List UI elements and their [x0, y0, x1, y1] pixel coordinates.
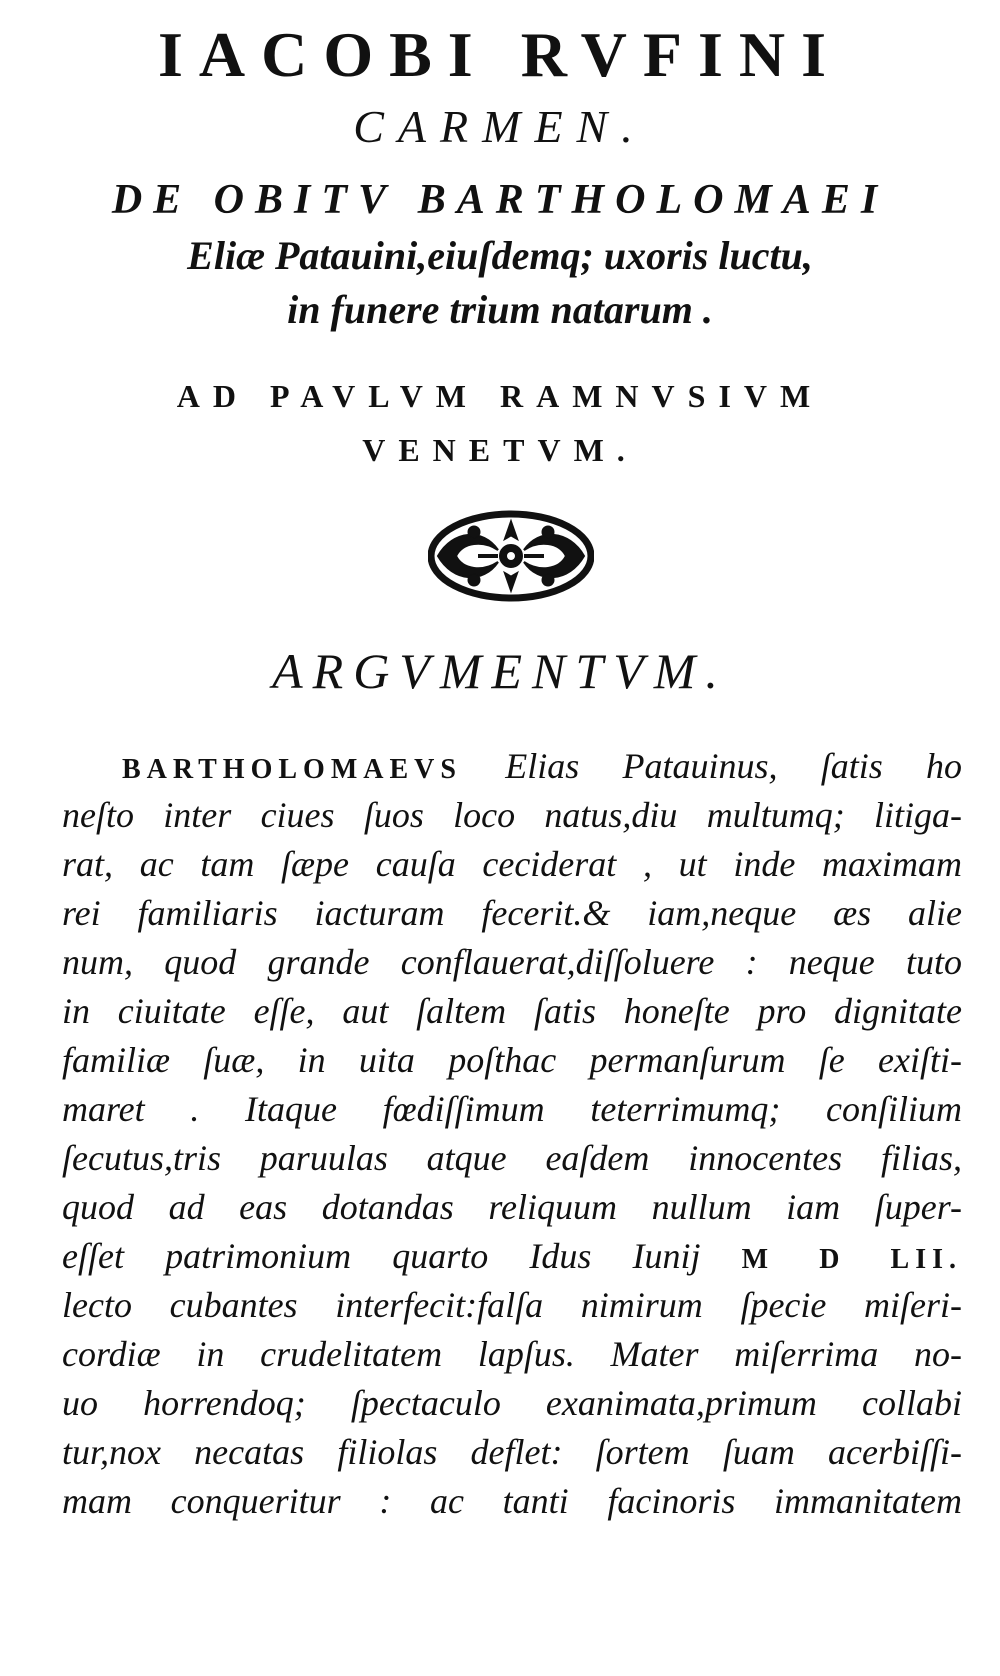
body-line: rei familiaris iacturam fecerit.& iam,neque æs alie — [62, 893, 962, 933]
body-line: familiæ ſuæ, in uita poſthac permanſurum ſe exiſti- — [62, 1040, 962, 1080]
body-line: quod ad eas dotandas reliquum nullum iam ſuper- — [62, 1187, 962, 1227]
author-title: IACOBI RVFINI — [157, 19, 843, 90]
argument-body — [62, 742, 962, 1526]
argument-heading: ARGVMENTVM. — [272, 643, 728, 699]
body-line: rat, ac tam ſæpe cauſa ceciderat , ut inde maximam — [62, 844, 962, 884]
year-numeral: M D LII. — [741, 1244, 962, 1275]
body-line-text: eſſet patrimonium quarto Idus Iunij — [62, 1236, 701, 1276]
work-title: CARMEN. — [353, 101, 647, 152]
body-line: tur,nox necatas filiolas deflet: ſortem ſuam acerbiſſi- — [62, 1432, 962, 1472]
subject-heading: DE OBITV BARTHOLOMAEI — [111, 177, 889, 223]
dedication-line-2: VENETVM. — [362, 432, 638, 468]
body-line: ſecutus,tris paruulas atque eaſdem innocentes filias, — [62, 1138, 962, 1178]
body-line: mam conqueritur : ac tanti facinoris immanitatem — [62, 1481, 962, 1521]
body-line — [62, 1232, 962, 1281]
first-word: BARTHOLOMAEVS — [122, 754, 462, 785]
body-line: neſto inter ciues ſuos loco natus,diu multumq; litiga- — [62, 795, 962, 835]
body-line: lecto cubantes interfecit:falſa nimirum ſpecie miſeri- — [62, 1285, 962, 1325]
subject-line-3: in funere trium natarum . — [287, 287, 713, 332]
body-line: maret . Itaque fœdiſſimum teterrimumq; conſilium — [62, 1089, 962, 1129]
dedication-line-1: AD PAVLVM RAMNVSIVM — [176, 378, 824, 414]
body-line: uo horrendoq; ſpectaculo exanimata,primum collabi — [62, 1383, 962, 1423]
subject-line-2: Eliæ Patauini,eiuſdemq; uxoris luctu, — [187, 233, 813, 278]
body-line-text: Elias Patauinus, ſatis ho — [461, 746, 962, 786]
body-line — [62, 742, 962, 791]
fleuron-ornament-icon — [428, 510, 594, 602]
body-line: in ciuitate eſſe, aut ſaltem ſatis honeſte pro dignitate — [62, 991, 962, 1031]
body-line: cordiæ in crudelitatem lapſus. Mater miſerrima no- — [62, 1334, 962, 1374]
body-line: num, quod grande conflauerat,diſſoluere : neque tuto — [62, 942, 962, 982]
